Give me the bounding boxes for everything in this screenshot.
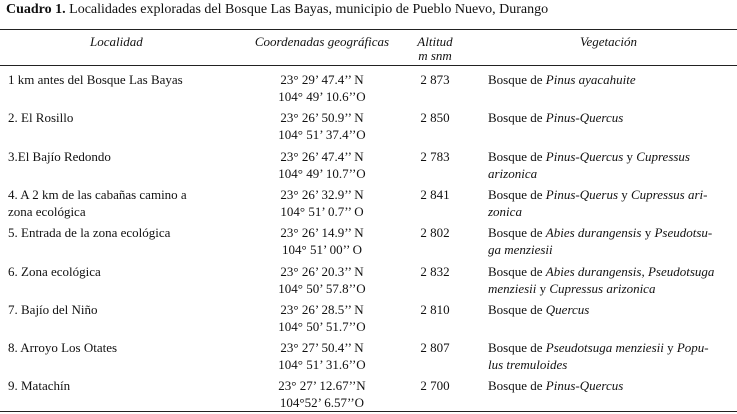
- cell-altitud: 2 810: [420, 302, 450, 317]
- cell-vegetacion: [488, 71, 718, 88]
- caption-label: Cuadro 1.: [6, 2, 66, 17]
- localidad-line: 6. Zona ecológica: [8, 264, 101, 279]
- header-altitud-line1: Altitud: [417, 34, 453, 49]
- cell-coordenadas: [247, 377, 397, 411]
- cell-altitud: 2 832: [420, 264, 450, 279]
- vegetacion-line: [488, 165, 718, 182]
- cell-altitud: 2 841: [420, 187, 450, 202]
- species-name: Pinus-Quercus: [545, 378, 624, 393]
- top-rule: [0, 29, 737, 30]
- vegetation-text: Bosque de: [488, 110, 546, 125]
- latitude: 23° 26’ 47.4’’ N: [280, 149, 364, 164]
- cell-altitud: 2 807: [420, 340, 450, 355]
- header-altitud: [408, 35, 462, 63]
- species-name: Quercus: [545, 302, 590, 317]
- cell-altitud: 2 700: [420, 378, 450, 393]
- longitude: 104°52’ 6.57’’O: [279, 395, 365, 410]
- cell-coordenadas: [247, 186, 397, 220]
- vegetacion-line: [488, 203, 718, 220]
- header-altitud-line2: m snm: [418, 48, 452, 63]
- longitude: 104° 51’ 0.7’’ O: [280, 204, 364, 219]
- vegetacion-line: [488, 109, 718, 126]
- vegetation-text: y: [618, 187, 631, 202]
- cell-localidad: [8, 148, 208, 165]
- vegetation-text: Bosque de: [488, 225, 546, 240]
- vegetation-text: Bosque de: [488, 149, 546, 164]
- latitude: 23° 27’ 12.67’’N: [278, 378, 366, 393]
- vegetation-text: y: [536, 281, 550, 296]
- cell-vegetacion: [488, 109, 718, 126]
- cell-localidad: [8, 109, 208, 126]
- species-name: Pinus-Quercus: [545, 149, 624, 164]
- cell-vegetacion: [488, 377, 718, 394]
- localidad-line: 7. Bajío del Niño: [8, 302, 98, 317]
- species-name: Abies durangensis, Pseudotsuga: [545, 264, 715, 279]
- species-name: Abies durangensis: [545, 225, 642, 240]
- cell-altitud: 2 783: [420, 149, 450, 164]
- localidad-line: 1 km antes del Bosque Las Bayas: [8, 72, 183, 87]
- vegetation-text: y: [641, 225, 655, 240]
- table-caption: [6, 2, 548, 18]
- cell-localidad: [8, 377, 208, 394]
- caption-text: Localidades exploradas del Bosque Las Bayas, municipio de Pueblo Nuevo, Durango: [65, 2, 549, 17]
- vegetacion-line: [488, 339, 718, 356]
- bottom-rule: [0, 411, 737, 412]
- vegetacion-line: [488, 301, 718, 318]
- vegetation-text: Bosque de: [488, 340, 546, 355]
- vegetation-text: y: [623, 149, 637, 164]
- species-name: Cupressus ari-: [631, 187, 708, 202]
- cell-coordenadas: [247, 71, 397, 105]
- cell-coordenadas: [247, 301, 397, 335]
- species-name: ga menziesii: [488, 242, 553, 257]
- header-rule: [0, 65, 737, 66]
- cell-vegetacion: [488, 301, 718, 318]
- vegetacion-line: [488, 377, 718, 394]
- cell-altitud: 2 873: [420, 72, 450, 87]
- latitude: 23° 29’ 47.4’’ N: [280, 72, 364, 87]
- localidad-line: 9. Matachín: [8, 378, 71, 393]
- vegetacion-line: [488, 241, 718, 258]
- longitude: 104° 49’ 10.6’’O: [278, 89, 366, 104]
- latitude: 23° 26’ 20.3’’ N: [280, 264, 364, 279]
- vegetation-text: Bosque de: [488, 187, 546, 202]
- latitude: 23° 26’ 32.9’’ N: [280, 187, 364, 202]
- longitude: 104° 51’ 37.4’’O: [278, 127, 366, 142]
- cell-coordenadas: [247, 224, 397, 258]
- species-name: Cupressus arizonica: [549, 281, 656, 296]
- species-name: Pinus-Quercus: [545, 110, 624, 125]
- localidad-line: 5. Entrada de la zona ecológica: [8, 225, 171, 240]
- cell-localidad: [8, 186, 208, 220]
- vegetation-text: Bosque de: [488, 72, 546, 87]
- vegetation-text: y: [663, 340, 677, 355]
- cell-localidad: [8, 339, 208, 356]
- vegetation-text: Bosque de: [488, 264, 546, 279]
- vegetacion-line: [488, 356, 718, 373]
- vegetacion-line: [488, 186, 718, 203]
- localidad-line: 2. El Rosillo: [8, 110, 74, 125]
- localidad-line: zona ecológica: [8, 204, 86, 219]
- cell-altitud: 2 850: [420, 110, 450, 125]
- species-name: Popu-: [676, 340, 709, 355]
- cell-coordenadas: [247, 263, 397, 297]
- cell-vegetacion: [488, 224, 718, 258]
- cell-localidad: [8, 263, 208, 280]
- longitude: 104° 51’ 00’’ O: [282, 242, 362, 257]
- vegetacion-line: [488, 224, 718, 241]
- latitude: 23° 26’ 14.9’’ N: [280, 225, 364, 240]
- species-name: Pinus-Querus: [545, 187, 618, 202]
- longitude: 104° 49’ 10.7’’O: [278, 166, 366, 181]
- cell-localidad: [8, 71, 208, 88]
- vegetacion-line: [488, 280, 718, 297]
- species-name: zonica: [488, 204, 522, 219]
- longitude: 104° 51’ 31.6’’O: [278, 357, 366, 372]
- longitude: 104° 50’ 57.8’’O: [278, 281, 366, 296]
- latitude: 23° 26’ 28.5’’ N: [280, 302, 364, 317]
- header-localidad: Localidad: [90, 34, 143, 49]
- cell-coordenadas: [247, 339, 397, 373]
- longitude: 104° 50’ 51.7’’O: [278, 319, 366, 334]
- species-name: menziesii: [488, 281, 537, 296]
- vegetation-text: Bosque de: [488, 302, 546, 317]
- vegetation-text: Bosque de: [488, 378, 546, 393]
- vegetacion-line: [488, 263, 718, 280]
- cell-altitud: 2 802: [420, 225, 450, 240]
- species-name: Pinus ayacahuite: [545, 72, 636, 87]
- localidad-line: 3.El Bajío Redondo: [8, 149, 111, 164]
- vegetacion-line: [488, 148, 718, 165]
- cell-vegetacion: [488, 263, 718, 297]
- cell-localidad: [8, 301, 208, 318]
- cell-vegetacion: [488, 186, 718, 220]
- cell-vegetacion: [488, 339, 718, 373]
- species-name: arizonica: [488, 166, 538, 181]
- header-coordenadas: Coordenadas geográficas: [254, 34, 390, 49]
- localidad-line: 8. Arroyo Los Otates: [8, 340, 118, 355]
- species-name: Pseudotsuga menziesii: [545, 340, 664, 355]
- latitude: 23° 27’ 50.4’’ N: [280, 340, 364, 355]
- latitude: 23° 26’ 50.9’’ N: [280, 110, 364, 125]
- vegetacion-line: [488, 71, 718, 88]
- cell-coordenadas: [247, 109, 397, 143]
- species-name: Cupressus: [636, 149, 690, 164]
- cell-vegetacion: [488, 148, 718, 182]
- cell-localidad: [8, 224, 208, 241]
- species-name: Pseudotsu-: [654, 225, 713, 240]
- cell-coordenadas: [247, 148, 397, 182]
- localidad-line: 4. A 2 km de las cabañas camino a: [8, 187, 187, 202]
- species-name: lus tremuloides: [488, 357, 568, 372]
- header-vegetacion: Vegetación: [580, 34, 638, 49]
